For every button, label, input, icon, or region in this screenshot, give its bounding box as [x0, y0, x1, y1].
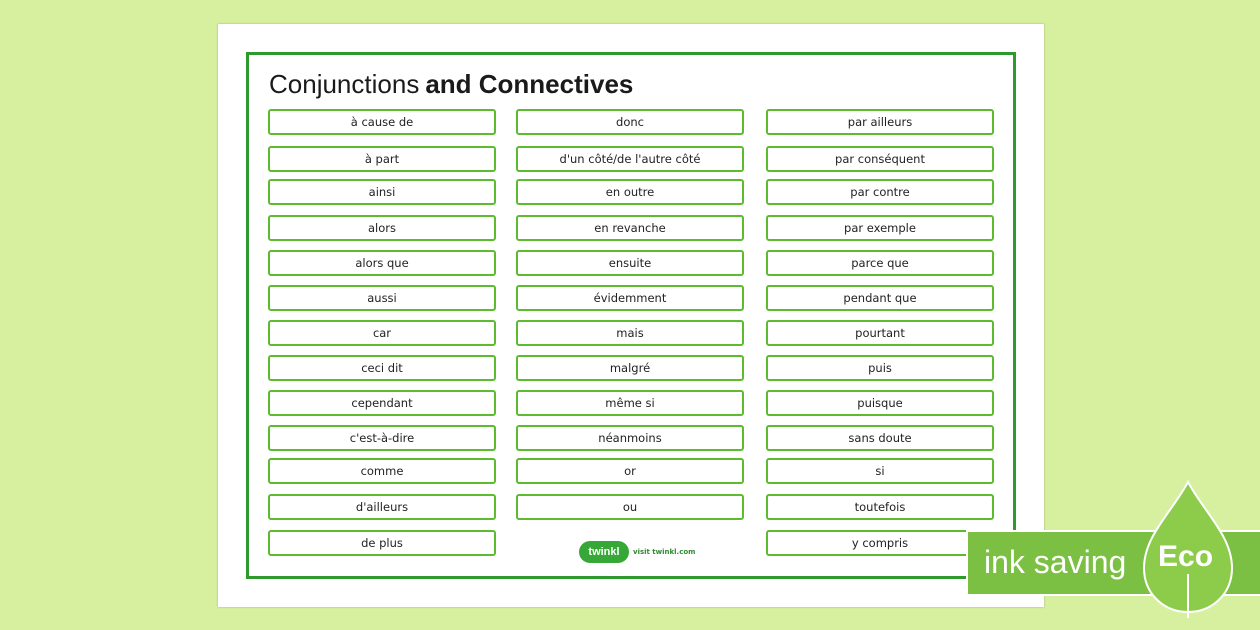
word-box: pendant que [766, 285, 994, 311]
word-box: ensuite [516, 250, 744, 276]
word-box: par conséquent [766, 146, 994, 172]
word-box: à part [268, 146, 496, 172]
word-box: même si [516, 390, 744, 416]
word-box: ainsi [268, 179, 496, 205]
title-bold: and Connectives [425, 69, 634, 99]
twinkl-logo-mark: twinkl [579, 541, 629, 563]
word-box: par ailleurs [766, 109, 994, 135]
word-box: car [268, 320, 496, 346]
page-title [269, 69, 633, 100]
word-box: parce que [766, 250, 994, 276]
word-box: si [766, 458, 994, 484]
word-box: puisque [766, 390, 994, 416]
ink-saving-text: ink saving [984, 544, 1127, 580]
word-box: or [516, 458, 744, 484]
word-box: d'un côté/de l'autre côté [516, 146, 744, 172]
word-box: pourtant [766, 320, 994, 346]
word-box: y compris [766, 530, 994, 556]
word-box: cependant [268, 390, 496, 416]
worksheet-frame [246, 52, 1016, 579]
word-box: donc [516, 109, 744, 135]
word-box: par contre [766, 179, 994, 205]
word-box: puis [766, 355, 994, 381]
word-box: toutefois [766, 494, 994, 520]
word-box: mais [516, 320, 744, 346]
word-box: en revanche [516, 215, 744, 241]
word-box: c'est-à-dire [268, 425, 496, 451]
worksheet-page [218, 24, 1044, 607]
twinkl-url: visit twinkl.com [633, 548, 696, 556]
word-box: évidemment [516, 285, 744, 311]
title-light: Conjunctions [269, 69, 420, 99]
word-box: alors que [268, 250, 496, 276]
twinkl-logo [579, 541, 695, 563]
word-box: ceci dit [268, 355, 496, 381]
word-box: par exemple [766, 215, 994, 241]
word-box: sans doute [766, 425, 994, 451]
word-box: de plus [268, 530, 496, 556]
word-box: néanmoins [516, 425, 744, 451]
word-box: comme [268, 458, 496, 484]
word-box: à cause de [268, 109, 496, 135]
word-box: d'ailleurs [268, 494, 496, 520]
word-box: aussi [268, 285, 496, 311]
word-box: en outre [516, 179, 744, 205]
word-box: malgré [516, 355, 744, 381]
eco-badge: Eco [1158, 540, 1214, 573]
word-box: ou [516, 494, 744, 520]
word-box: alors [268, 215, 496, 241]
